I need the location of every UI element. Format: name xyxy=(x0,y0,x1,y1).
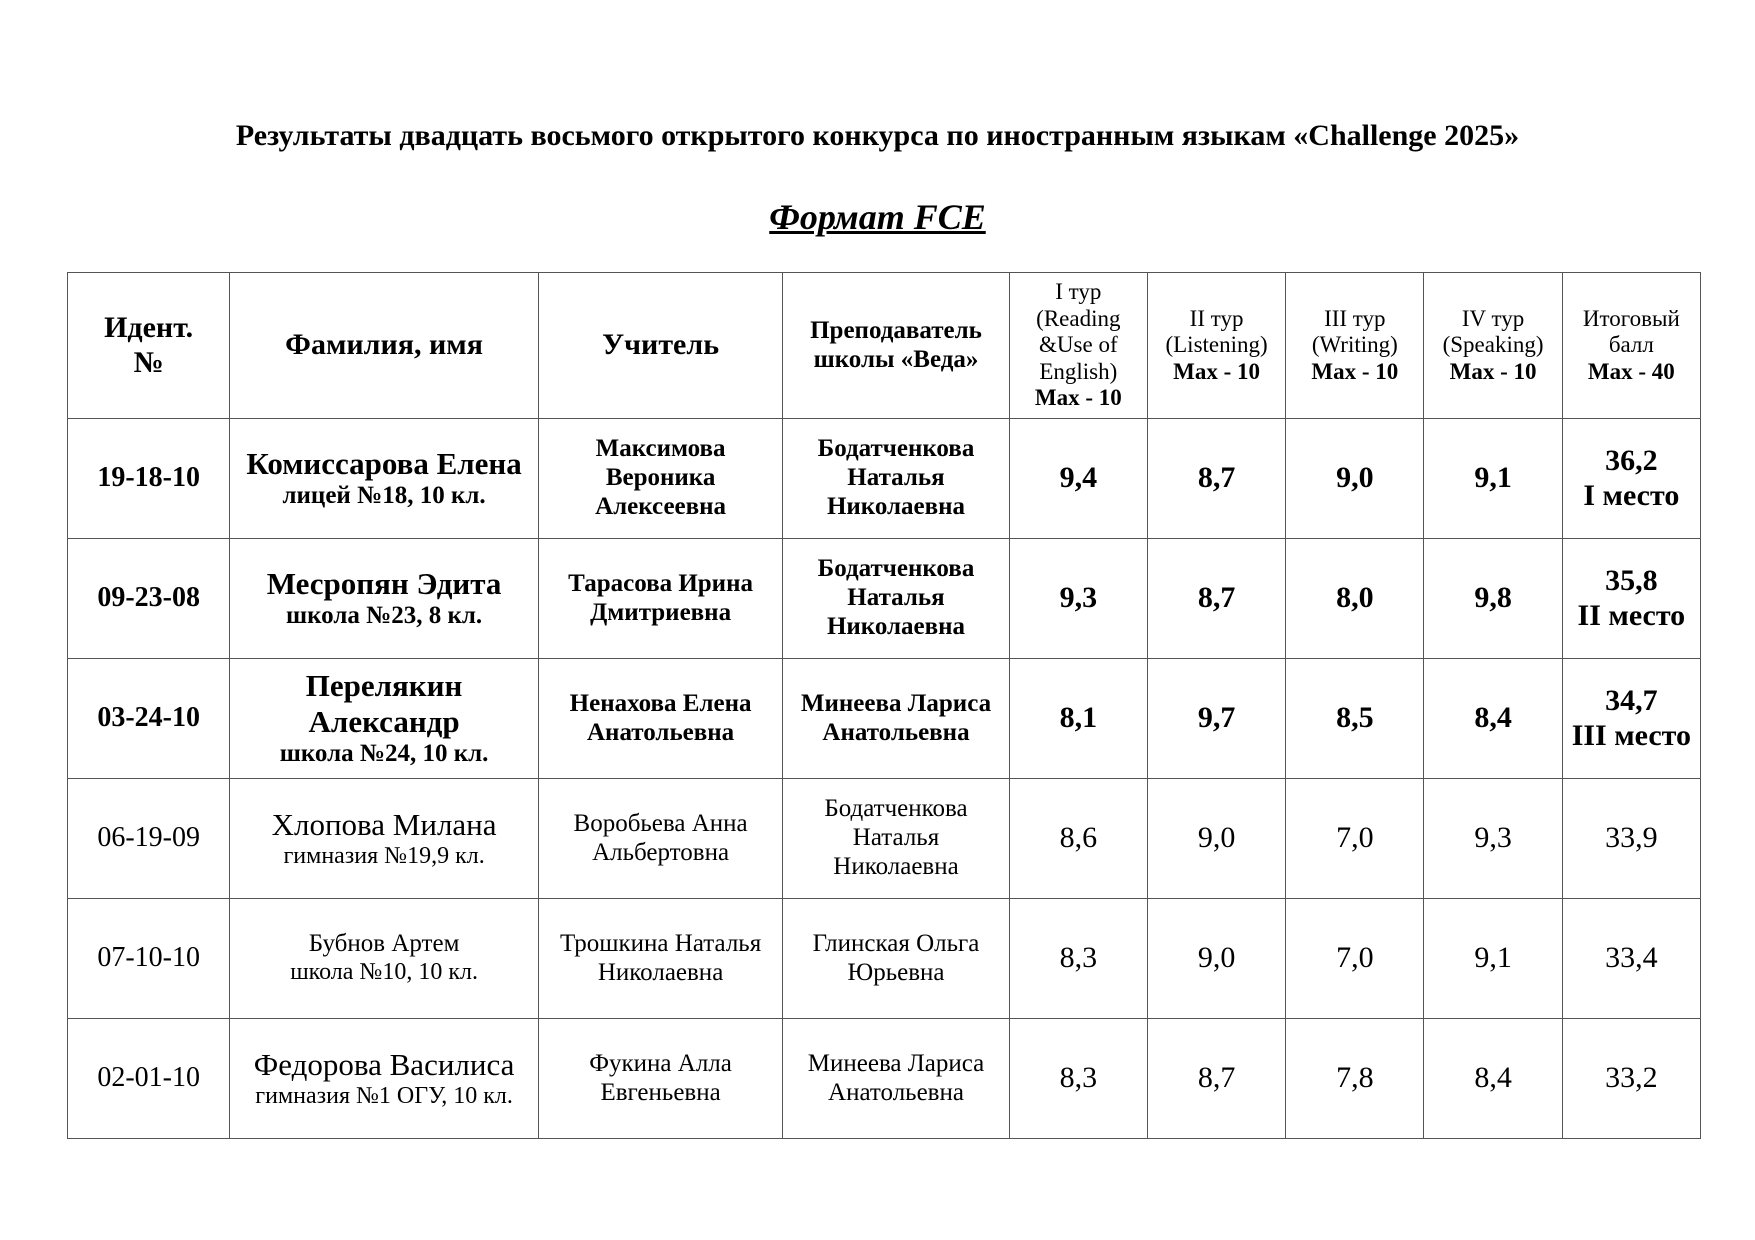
teacher-name: Максимова Вероника Алексеевна xyxy=(538,419,782,539)
participant-cell xyxy=(230,1019,539,1139)
round-2-score: 8,7 xyxy=(1147,419,1285,539)
round-2-score: 9,0 xyxy=(1147,779,1285,899)
round-2-score: 8,7 xyxy=(1147,1019,1285,1139)
participant-name: Перелякин Александр xyxy=(305,668,463,740)
results-table xyxy=(67,272,1701,1139)
participant-name: Месропян Эдита xyxy=(266,566,502,602)
veda-teacher-name: Бодатченкова Наталья Николаевна xyxy=(783,779,1009,899)
participant-cell xyxy=(230,419,539,539)
place-label: II место xyxy=(1577,598,1686,632)
round-1-score: 8,6 xyxy=(1009,779,1147,899)
participant-school: гимназия №1 ОГУ, 10 кл. xyxy=(255,1082,513,1109)
veda-teacher-name: Минеева Лариса Анатольевна xyxy=(783,659,1009,779)
participant-school: школа №10, 10 кл. xyxy=(290,959,478,986)
participant-cell xyxy=(230,779,539,899)
header-veda-teacher: Преподаватель школы «Веда» xyxy=(783,273,1009,419)
participant-name: Бубнов Артем xyxy=(308,930,460,958)
round-1-score: 8,3 xyxy=(1009,1019,1147,1139)
round-3-score: 8,5 xyxy=(1286,659,1424,779)
table-row xyxy=(68,419,1701,539)
participant-school: лицей №18, 10 кл. xyxy=(282,481,486,509)
round-1-score: 8,3 xyxy=(1009,899,1147,1019)
round-4-score: 8,4 xyxy=(1424,659,1562,779)
total-score: 33,2 xyxy=(1562,1019,1700,1139)
total-score: 33,4 xyxy=(1562,899,1700,1019)
table-row xyxy=(68,779,1701,899)
round-3-score: 9,0 xyxy=(1286,419,1424,539)
round-1-score: 9,4 xyxy=(1009,419,1147,539)
participant-id: 19-18-10 xyxy=(68,419,230,539)
round-4-score: 9,1 xyxy=(1424,899,1562,1019)
participant-cell xyxy=(230,899,539,1019)
round-2-score: 9,7 xyxy=(1147,659,1285,779)
round-4-score: 9,1 xyxy=(1424,419,1562,539)
teacher-name: Трошкина Наталья Николаевна xyxy=(538,899,782,1019)
teacher-name: Воробьева Анна Альбертовна xyxy=(538,779,782,899)
round-3-score: 7,8 xyxy=(1286,1019,1424,1139)
header-row xyxy=(68,273,1701,419)
document-title: Результаты двадцать восьмого открытого конкурса по иностранным языкам «Challenge 2025» xyxy=(235,119,1520,152)
veda-teacher-name: Бодатченкова Наталья Николаевна xyxy=(783,539,1009,659)
participant-cell xyxy=(230,659,539,779)
place-label: III место xyxy=(1571,718,1691,752)
total-score: 35,8 xyxy=(1605,564,1658,597)
table-row xyxy=(68,659,1701,779)
table-row xyxy=(68,899,1701,1019)
participant-school: школа №24, 10 кл. xyxy=(279,739,489,767)
participant-school: гимназия №19,9 кл. xyxy=(283,842,485,869)
veda-teacher-name: Бодатченкова Наталья Николаевна xyxy=(783,419,1009,539)
table-row xyxy=(68,1019,1701,1139)
teacher-name: Ненахова Елена Анатольевна xyxy=(538,659,782,779)
participant-name: Хлопова Милана xyxy=(271,806,497,842)
format-subtitle: Формат FCE xyxy=(769,197,986,237)
header-round-3: III тур (Writing) Max - 10 xyxy=(1286,273,1424,419)
participant-id: 03-24-10 xyxy=(68,659,230,779)
place-label: I место xyxy=(1583,478,1680,512)
table-row xyxy=(68,539,1701,659)
round-3-score: 7,0 xyxy=(1286,899,1424,1019)
round-2-score: 8,7 xyxy=(1147,539,1285,659)
participant-id: 09-23-08 xyxy=(68,539,230,659)
round-3-score: 8,0 xyxy=(1286,539,1424,659)
participant-id: 06-19-09 xyxy=(68,779,230,899)
total-score-cell xyxy=(1562,419,1700,539)
veda-teacher-name: Минеева Лариса Анатольевна xyxy=(783,1019,1009,1139)
round-4-score: 9,8 xyxy=(1424,539,1562,659)
participant-id: 02-01-10 xyxy=(68,1019,230,1139)
veda-teacher-name: Глинская Ольга Юрьевна xyxy=(783,899,1009,1019)
header-round-2: II тур (Listening) Max - 10 xyxy=(1147,273,1285,419)
total-score: 34,7 xyxy=(1605,684,1658,717)
total-score-cell xyxy=(1562,659,1700,779)
round-3-score: 7,0 xyxy=(1286,779,1424,899)
participant-id: 07-10-10 xyxy=(68,899,230,1019)
round-2-score: 9,0 xyxy=(1147,899,1285,1019)
round-4-score: 9,3 xyxy=(1424,779,1562,899)
round-1-score: 9,3 xyxy=(1009,539,1147,659)
header-round-1: I тур (Reading &Use of English) Max - 10 xyxy=(1009,273,1147,419)
teacher-name: Фукина Алла Евгеньевна xyxy=(538,1019,782,1139)
header-total: Итоговый балл Max - 40 xyxy=(1562,273,1700,419)
participant-name: Комиссарова Елена xyxy=(246,446,522,482)
round-1-score: 8,1 xyxy=(1009,659,1147,779)
round-4-score: 8,4 xyxy=(1424,1019,1562,1139)
teacher-name: Тарасова Ирина Дмитриевна xyxy=(538,539,782,659)
participant-school: школа №23, 8 кл. xyxy=(285,601,483,629)
participant-name: Федорова Василиса xyxy=(253,1046,515,1082)
total-score: 33,9 xyxy=(1562,779,1700,899)
header-name: Фамилия, имя xyxy=(230,273,539,419)
header-id: Идент. № xyxy=(68,273,230,419)
header-teacher: Учитель xyxy=(538,273,782,419)
total-score: 36,2 xyxy=(1605,444,1658,477)
participant-cell xyxy=(230,539,539,659)
header-round-4: IV тур (Speaking) Max - 10 xyxy=(1424,273,1562,419)
total-score-cell xyxy=(1562,539,1700,659)
